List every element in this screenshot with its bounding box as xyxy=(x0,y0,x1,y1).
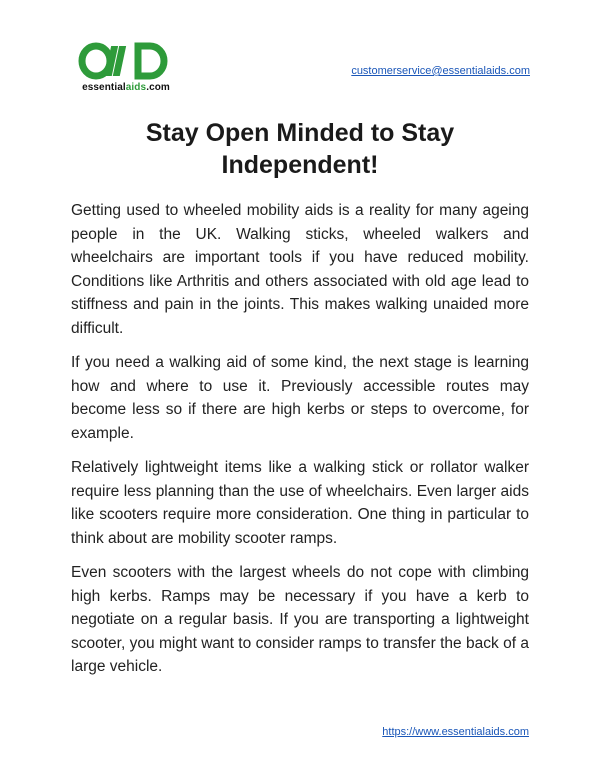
brand-logo-text xyxy=(76,82,176,93)
brand-logo[interactable] xyxy=(76,42,176,94)
paragraph: If you need a walking aid of some kind, the next stage is learning how and where to use it. Previously accessible routes may become less so if there are high kerbs or steps to overcome, for example. xyxy=(71,354,529,442)
logo-text-prefix: essential xyxy=(82,82,126,93)
customer-service-email-link[interactable]: customerservice@essentialaids.com xyxy=(351,65,530,77)
article-body xyxy=(71,199,529,690)
paragraph: Relatively lightweight items like a walking stick or rollator walker require less planning than the use of wheelchairs. Even larger aids like scooters require more consideration. One thing in particular to think about are mobility scooter ramps. xyxy=(71,459,529,547)
brand-logo-mark xyxy=(76,42,176,80)
website-link[interactable]: https://www.essentialaids.com xyxy=(382,726,529,738)
logo-text-accent: aids xyxy=(125,82,147,93)
page-title: Stay Open Minded to Stay Independent! xyxy=(145,119,455,179)
logo-text-suffix: .com xyxy=(146,82,170,93)
paragraph: Even scooters with the largest wheels do not cope with climbing high kerbs. Ramps may be necessary if you have a kerb to negotiate on a regular basis. If you are transporting a lightweight scooter, you might want to consider ramps to transfer the back of a large vehicle. xyxy=(71,564,529,675)
paragraph: Getting used to wheeled mobility aids is a reality for many ageing people in the UK. Walking sticks, wheeled walkers and wheelchairs are important tools if you have reduced mobility. Conditions like Arthritis and others associated with old age lead to stiffness and pain in the joints. This makes walking unaided more difficult. xyxy=(71,202,529,337)
